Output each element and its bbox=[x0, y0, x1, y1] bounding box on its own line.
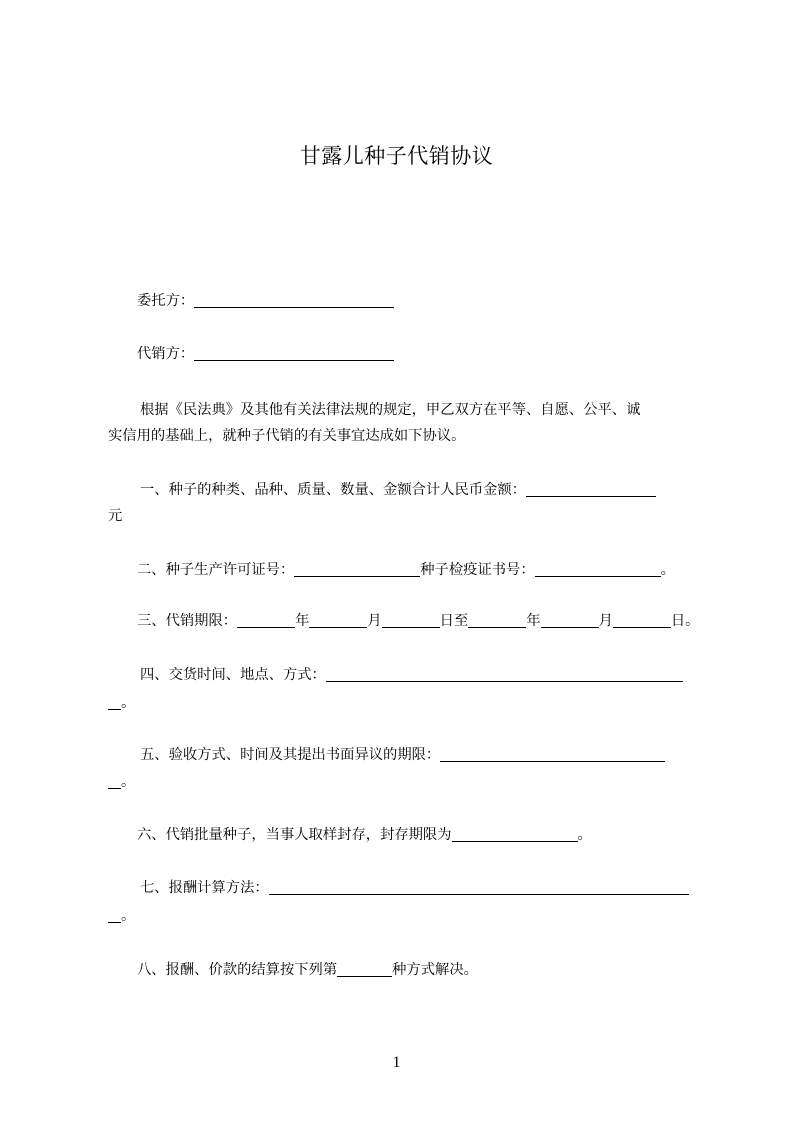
clause-7-end: 。 bbox=[121, 908, 136, 924]
year-label-2: 年 bbox=[526, 613, 541, 629]
principal-line bbox=[137, 287, 708, 315]
page-number: 1 bbox=[392, 1054, 401, 1071]
clause-5-tail bbox=[108, 768, 708, 796]
clause-2 bbox=[137, 556, 708, 584]
clause-6 bbox=[137, 821, 708, 849]
clause-1-tail: 元 bbox=[108, 508, 123, 524]
settlement-method-blank[interactable] bbox=[337, 959, 392, 977]
clause-6-text: 六、代销批量种子，当事人取样封存，封存期限为 bbox=[137, 827, 452, 843]
inspection-blank-cont[interactable] bbox=[108, 771, 121, 789]
clause-4-end: 。 bbox=[121, 695, 136, 711]
agent-label: 代销方： bbox=[137, 346, 195, 362]
clause-5-text: 五、验收方式、时间及其提出书面异议的期限： bbox=[140, 747, 441, 763]
principal-blank[interactable] bbox=[194, 290, 394, 308]
inspection-blank[interactable] bbox=[440, 744, 665, 762]
end-day-blank[interactable] bbox=[613, 610, 671, 628]
clause-2-license-label: 二、种子生产许可证号： bbox=[137, 562, 295, 578]
clause-2-end: 。 bbox=[660, 562, 675, 578]
start-day-blank[interactable] bbox=[382, 610, 440, 628]
clause-4 bbox=[140, 661, 740, 689]
principal-label: 委托方： bbox=[137, 293, 195, 309]
start-year-blank[interactable] bbox=[237, 610, 295, 628]
remuneration-blank[interactable] bbox=[269, 877, 689, 895]
clause-7 bbox=[140, 874, 740, 902]
month-label-2: 月 bbox=[598, 613, 613, 629]
day-label: 日。 bbox=[670, 613, 700, 629]
clause-1-text: 一、种子的种类、品种、质量、数量、金额合计人民币金额： bbox=[140, 482, 527, 498]
delivery-blank[interactable] bbox=[326, 664, 683, 682]
clause-3 bbox=[137, 607, 708, 635]
clause-8-text-b: 种方式解决。 bbox=[392, 962, 478, 978]
clause-4-text: 四、交货时间、地点、方式： bbox=[140, 667, 326, 683]
day-to-label: 日至 bbox=[439, 613, 469, 629]
clause-3-label: 三、代销期限： bbox=[137, 613, 238, 629]
intro-line-1: 根据《民法典》及其他有关法律法规的规定，甲乙双方在平等、自愿、公平、诚 bbox=[140, 402, 641, 418]
quarantine-number-blank[interactable] bbox=[535, 559, 661, 577]
clause-6-end: 。 bbox=[577, 827, 592, 843]
agent-line bbox=[137, 340, 708, 368]
clause-5-end: 。 bbox=[121, 774, 136, 790]
end-year-blank[interactable] bbox=[468, 610, 526, 628]
sealing-period-blank[interactable] bbox=[452, 824, 578, 842]
end-month-blank[interactable] bbox=[541, 610, 599, 628]
document-title: 甘露儿种子代销协议 bbox=[299, 144, 494, 168]
month-label: 月 bbox=[367, 613, 382, 629]
agent-blank[interactable] bbox=[194, 343, 394, 361]
clause-2-quarantine-label: 种子检疫证书号： bbox=[420, 562, 535, 578]
start-month-blank[interactable] bbox=[309, 610, 367, 628]
clause-1 bbox=[140, 476, 740, 504]
delivery-blank-cont[interactable] bbox=[108, 692, 121, 710]
intro-line-2: 实信用的基础上，就种子代销的有关事宜达成如下协议。 bbox=[108, 428, 466, 444]
license-number-blank[interactable] bbox=[294, 559, 420, 577]
clause-7-tail bbox=[108, 902, 708, 930]
clause-8-text-a: 八、报酬、价款的结算按下列第 bbox=[137, 962, 338, 978]
clause-5 bbox=[140, 741, 740, 769]
clause-8 bbox=[137, 956, 708, 984]
clause-1-amount-blank[interactable] bbox=[526, 479, 656, 497]
year-label: 年 bbox=[295, 613, 310, 629]
clause-4-tail bbox=[108, 689, 708, 717]
remuneration-blank-cont[interactable] bbox=[108, 905, 121, 923]
clause-7-text: 七、报酬计算方法： bbox=[140, 880, 269, 896]
